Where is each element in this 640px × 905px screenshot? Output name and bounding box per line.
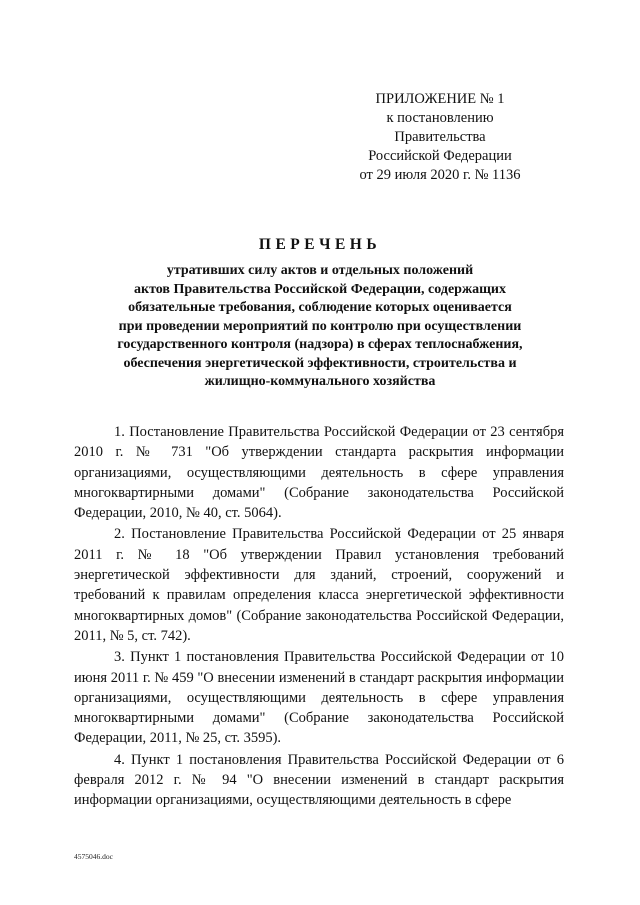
subtitle-line: утративших силу актов и отдельных положений bbox=[166, 263, 474, 278]
appendix-resolution-ref: к постановлению Правительства bbox=[386, 110, 494, 145]
document-title: ПЕРЕЧЕНЬ bbox=[258, 236, 382, 253]
subtitle-line: жилищно-коммунального хозяйства bbox=[204, 374, 436, 389]
list-item: 2. Постановление Правительства Российской Федерации от 25 января 2011 г. № 18 "Об утверждении Правил установления требований энергетической эффективности для зданий, строений, сооружений и требований к правилам определения класса энергетической эффективности многоквартирных домов" (Собрание законодательства Российской Федерации, 2011, № 5, ст. 742). bbox=[74, 526, 564, 644]
list-item: 4. Пункт 1 постановления Правительства Российской Федерации от 6 февраля 2012 г. № 94 "О внесении изменений в стандарт раскрытия информации организациями, осуществляющими деятельность в сфере bbox=[74, 751, 564, 809]
subtitle-line: актов Правительства Российской Федерации, содержащих bbox=[134, 281, 506, 297]
subtitle-line: обеспечения энергетической эффективности, строительства и bbox=[123, 355, 517, 371]
appendix-government: Российской Федерации bbox=[368, 148, 512, 164]
appendix-date-number: от 29 июля 2020 г. № 1136 bbox=[359, 167, 521, 183]
list-item: 3. Пункт 1 постановления Правительства Российской Федерации от 10 июня 2011 г. № 459 "О внесении изменений в стандарт раскрытия информации организациями, осуществляющими деятельность в сфере управления многоквартирными домами" (Собрание законодательства Российской Федерации, 2011, № 25, ст. 3595). bbox=[74, 649, 564, 747]
items-list bbox=[74, 422, 564, 812]
subtitle-line: государственного контроля (надзора) в сферах теплоснабжения, bbox=[117, 337, 523, 352]
file-name-footer: 4575046.doc bbox=[74, 852, 113, 861]
list-item: 1. Постановление Правительства Российской Федерации от 23 сентября 2010 г. № 731 "Об утверждении стандарта раскрытия информации организациями, осуществляющими деятельность в сфере управления многоквартирными домами" (Собрание законодательства Российской Федерации, 2010, № 40, ст. 5064). bbox=[74, 424, 564, 522]
subtitle-line: при проведении мероприятий по контролю при осуществлении bbox=[118, 318, 522, 334]
appendix-header bbox=[340, 90, 540, 185]
subtitle-line: обязательные требования, соблюдение которых оценивается bbox=[128, 300, 512, 315]
appendix-number: ПРИЛОЖЕНИЕ № 1 bbox=[375, 91, 505, 107]
document-subtitle bbox=[40, 262, 600, 392]
